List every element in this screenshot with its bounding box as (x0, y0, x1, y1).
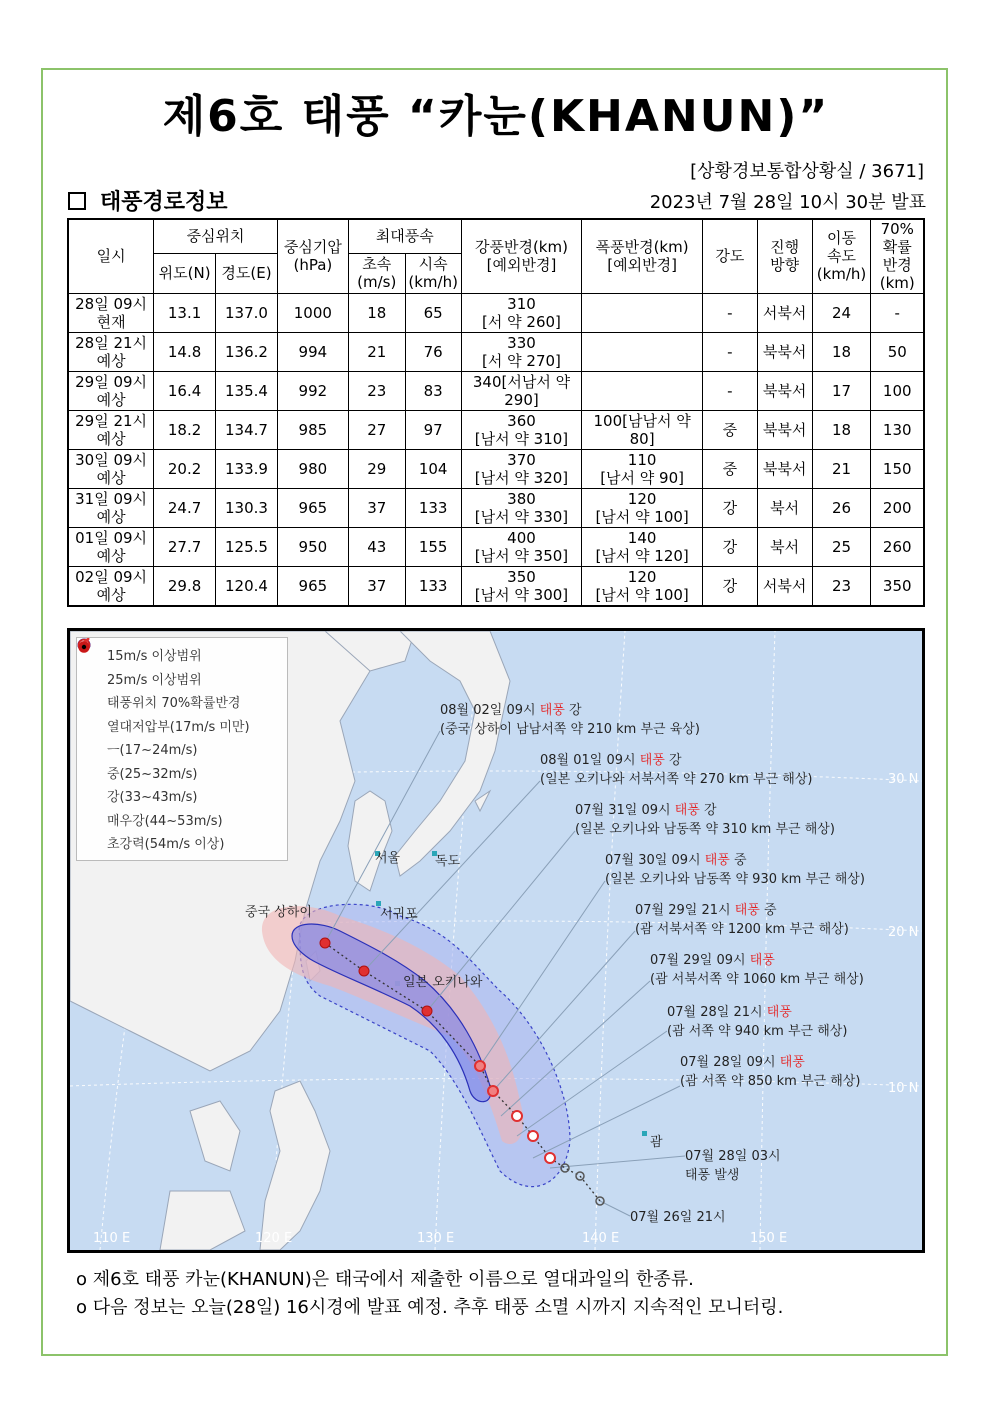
legend-item (83, 690, 281, 714)
cell-gale: 400 [남서 약 350] (461, 527, 582, 566)
cell-gale: 310 [서 약 260] (461, 293, 582, 332)
annotation-time (630, 1208, 726, 1227)
annotation-line1-post: 중 (729, 853, 747, 868)
legend-label: 초강력(54m/s 이상) (107, 837, 225, 853)
annotation-time (635, 901, 849, 920)
typhoon-point-icon (512, 1111, 522, 1121)
legend-label: 태풍위치 70%확률반경 (107, 696, 241, 712)
track-table (67, 218, 925, 607)
lon-label-140: 140 E (582, 1231, 620, 1246)
cell-speed: 18 (812, 410, 871, 449)
legend-item (83, 643, 281, 667)
cell-intensity: 강 (702, 527, 757, 566)
office-contact: [상황경보통합상황실 / 3671] (690, 161, 924, 182)
cell-datetime: 29일 21시 예상 (68, 410, 154, 449)
typhoon-point-icon (488, 1086, 498, 1096)
cell-ms: 43 (348, 527, 405, 566)
annotation-line1-pre: 07월 30일 09시 (605, 853, 705, 868)
cell-kmh: 97 (405, 410, 461, 449)
cell-storm: 110 [남서 약 90] (582, 449, 703, 488)
annotation-detail: 태풍 발생 (685, 1168, 740, 1183)
annotation-detail: (일본 오키나와 남동쪽 약 930 km 부근 해상) (605, 872, 865, 887)
map-legend (76, 637, 288, 861)
annotation-line1-red: 태풍 (779, 1055, 805, 1070)
cell-prob: 260 (871, 527, 924, 566)
lon-label-110: 110 E (93, 1231, 131, 1246)
cell-lat: 29.8 (154, 566, 216, 606)
header-lon: 경도(E) (216, 253, 278, 293)
lon-label-130: 130 E (417, 1231, 455, 1246)
track-annotation (685, 1147, 781, 1185)
cell-lat: 16.4 (154, 371, 216, 410)
cell-intensity: 중 (702, 410, 757, 449)
cell-gale: 380 [남서 약 330] (461, 488, 582, 527)
cell-ms: 37 (348, 566, 405, 606)
header-pressure: 중심기압 (hPa) (277, 219, 348, 293)
cell-pressure: 992 (277, 371, 348, 410)
typhoon-point-icon (320, 938, 330, 948)
cell-ms: 27 (348, 410, 405, 449)
legend-label: 25m/s 이상범위 (107, 672, 202, 688)
header-prob: 70% 확률 반경 (km) (871, 219, 924, 293)
track-annotation (440, 701, 700, 739)
typhoon-point-icon (545, 1153, 555, 1163)
cell-speed: 23 (812, 566, 871, 606)
annotation-time (605, 851, 865, 870)
annotation-line1-red: 태풍 (749, 953, 775, 968)
place-seoul: 서울 (375, 851, 401, 866)
typhoon-point-icon (475, 1061, 485, 1071)
cell-ms: 37 (348, 488, 405, 527)
cell-pressure: 994 (277, 332, 348, 371)
cell-lon: 134.7 (216, 410, 278, 449)
header-center: 중심위치 (154, 219, 278, 253)
legend-label: ㅡ(17~24m/s) (107, 743, 198, 759)
annotation-line1-pre: 08월 02일 09시 (440, 703, 540, 718)
legend-item (83, 667, 281, 691)
place-shanghai: 중국 상하이 (245, 905, 312, 920)
depression-point-icon (561, 1164, 569, 1172)
checkbox-icon (68, 192, 86, 210)
cell-pressure: 965 (277, 488, 348, 527)
annotation-line1-red: 태풍 (766, 1005, 792, 1020)
place-okinawa: 일본 오키나와 (403, 975, 483, 990)
cell-lon: 137.0 (216, 293, 278, 332)
cell-lat: 24.7 (154, 488, 216, 527)
track-annotation (635, 901, 849, 939)
cell-prob: - (871, 293, 924, 332)
cell-intensity: 강 (702, 566, 757, 606)
typhoon-track-map (67, 628, 925, 1253)
track-annotation (650, 951, 864, 989)
typhoon-point-icon (528, 1131, 538, 1141)
cell-lon: 120.4 (216, 566, 278, 606)
cell-kmh: 83 (405, 371, 461, 410)
cell-kmh: 76 (405, 332, 461, 371)
annotation-time (667, 1003, 847, 1022)
annotation-line1-red: 태풍 (704, 853, 730, 868)
table-row (68, 332, 924, 371)
cell-datetime: 02일 09시 예상 (68, 566, 154, 606)
header-gale: 강풍반경(km) [예외반경] (461, 219, 582, 293)
cell-lon: 136.2 (216, 332, 278, 371)
header-lat: 위도(N) (154, 253, 216, 293)
cell-datetime: 28일 09시 현재 (68, 293, 154, 332)
legend-item (83, 808, 281, 832)
cell-lon: 133.9 (216, 449, 278, 488)
place-guam: 괌 (650, 1135, 663, 1150)
annotation-line1-red: 태풍 (539, 703, 565, 718)
cell-direction: 북북서 (757, 449, 812, 488)
cell-gale: 370 [남서 약 320] (461, 449, 582, 488)
cell-lon: 135.4 (216, 371, 278, 410)
cell-speed: 25 (812, 527, 871, 566)
cell-pressure: 985 (277, 410, 348, 449)
note-1: o 제6호 태풍 카눈(KHANUN)은 태국에서 제출한 이름으로 열대과일의 한종류. (76, 1269, 694, 1290)
annotation-detail: (괌 서북서쪽 약 1200 km 부근 해상) (635, 922, 849, 937)
annotation-line1-red: 태풍 (639, 753, 665, 768)
annotation-time (685, 1147, 781, 1166)
annotation-time (540, 751, 812, 770)
cell-intensity: 중 (702, 449, 757, 488)
cell-kmh: 133 (405, 566, 461, 606)
cell-speed: 21 (812, 449, 871, 488)
cell-direction: 북북서 (757, 410, 812, 449)
legend-item (83, 784, 281, 808)
annotation-line1-red: 태풍 (674, 803, 700, 818)
annotation-line1-post: 강 (699, 803, 717, 818)
cell-direction: 북북서 (757, 332, 812, 371)
annotation-line1-pre: 07월 28일 03시 (685, 1149, 781, 1164)
cell-pressure: 980 (277, 449, 348, 488)
cell-storm: 120 [남서 약 100] (582, 566, 703, 606)
place-dokdo: 독도 (435, 854, 461, 869)
typhoon-point-icon (359, 966, 369, 976)
legend-label: 열대저압부(17m/s 미만) (107, 719, 250, 735)
legend-item (83, 737, 281, 761)
track-annotation (575, 801, 835, 839)
cell-prob: 200 (871, 488, 924, 527)
cell-pressure: 1000 (277, 293, 348, 332)
cell-speed: 17 (812, 371, 871, 410)
cell-kmh: 133 (405, 488, 461, 527)
cell-datetime: 01일 09시 예상 (68, 527, 154, 566)
annotation-detail: (일본 오키나와 서북서쪽 약 270 km 부근 해상) (540, 772, 813, 787)
annotation-line1-pre: 07월 31일 09시 (575, 803, 675, 818)
track-annotation (667, 1003, 847, 1041)
cell-intensity: 강 (702, 488, 757, 527)
header-intensity: 강도 (702, 219, 757, 293)
cell-direction: 북북서 (757, 371, 812, 410)
depression-point-icon (576, 1172, 584, 1180)
annotation-time (575, 801, 835, 820)
cell-lat: 13.1 (154, 293, 216, 332)
legend-label: 중(25~32m/s) (107, 766, 198, 782)
cell-prob: 350 (871, 566, 924, 606)
annotation-detail: (괌 서북서쪽 약 1060 km 부근 해상) (650, 972, 864, 987)
cell-prob: 50 (871, 332, 924, 371)
cell-datetime: 30일 09시 예상 (68, 449, 154, 488)
header-speed: 이동 속도 (km/h) (812, 219, 871, 293)
annotation-line1-pre: 08월 01일 09시 (540, 753, 640, 768)
annotation-line1-pre: 07월 29일 09시 (650, 953, 750, 968)
cell-lat: 18.2 (154, 410, 216, 449)
track-annotation (630, 1208, 726, 1227)
cell-prob: 130 (871, 410, 924, 449)
header-ms: 초속 (m/s) (348, 253, 405, 293)
cell-datetime: 29일 09시 예상 (68, 371, 154, 410)
annotation-line1-pre: 07월 28일 21시 (667, 1005, 767, 1020)
cell-speed: 26 (812, 488, 871, 527)
track-annotation (605, 851, 865, 889)
lon-label-120: 120 E (255, 1231, 293, 1246)
cell-ms: 23 (348, 371, 405, 410)
annotation-time (440, 701, 700, 720)
cell-speed: 18 (812, 332, 871, 371)
annotation-line1-post: 강 (664, 753, 682, 768)
cell-gale: 340[서남서 약 290] (461, 371, 582, 410)
cell-lon: 130.3 (216, 488, 278, 527)
cell-gale: 350 [남서 약 300] (461, 566, 582, 606)
cell-kmh: 104 (405, 449, 461, 488)
cell-intensity: - (702, 371, 757, 410)
cell-lat: 20.2 (154, 449, 216, 488)
lat-label-20: 20 N (888, 925, 919, 940)
lon-label-150: 150 E (750, 1231, 788, 1246)
track-annotation (680, 1053, 860, 1091)
cell-lat: 27.7 (154, 527, 216, 566)
cell-ms: 18 (348, 293, 405, 332)
annotation-line1-post: 중 (759, 903, 777, 918)
table-row (68, 488, 924, 527)
cell-datetime: 31일 09시 예상 (68, 488, 154, 527)
legend-label: 15m/s 이상범위 (107, 649, 202, 665)
cell-pressure: 965 (277, 566, 348, 606)
cell-prob: 150 (871, 449, 924, 488)
cell-gale: 360 [남서 약 310] (461, 410, 582, 449)
cell-pressure: 950 (277, 527, 348, 566)
table-row (68, 566, 924, 606)
cell-direction: 북서 (757, 527, 812, 566)
section-heading (68, 185, 228, 216)
annotation-detail: (괌 서쪽 약 850 km 부근 해상) (680, 1074, 861, 1089)
cell-storm (582, 371, 703, 410)
cell-direction: 북서 (757, 488, 812, 527)
section-title: 태풍경로정보 (100, 190, 228, 215)
annotation-time (680, 1053, 860, 1072)
cell-datetime: 28일 21시 예상 (68, 332, 154, 371)
cell-kmh: 155 (405, 527, 461, 566)
lat-label-10: 10 N (888, 1081, 919, 1096)
notes (76, 1266, 783, 1322)
table-row (68, 293, 924, 332)
cell-lon: 125.5 (216, 527, 278, 566)
cell-intensity: - (702, 293, 757, 332)
table-row (68, 371, 924, 410)
annotation-detail: (일본 오키나와 남동쪽 약 310 km 부근 해상) (575, 822, 835, 837)
header-datetime: 일시 (68, 219, 154, 293)
cell-direction: 서북서 (757, 566, 812, 606)
cell-lat: 14.8 (154, 332, 216, 371)
table-row (68, 410, 924, 449)
table-row (68, 527, 924, 566)
cell-ms: 21 (348, 332, 405, 371)
annotation-line1-pre: 07월 26일 21시 (630, 1210, 726, 1225)
legend-label: 강(33~43m/s) (107, 790, 198, 806)
header-storm: 폭풍반경(km) [예외반경] (582, 219, 703, 293)
note-2: o 다음 정보는 오늘(28일) 16시경에 발표 예정. 추후 태풍 소멸 시까지 지속적인 모니터링. (76, 1297, 784, 1318)
cell-storm (582, 293, 703, 332)
legend-label: 매우강(44~53m/s) (107, 813, 223, 829)
cell-intensity: - (702, 332, 757, 371)
typhoon-point-icon (422, 1006, 432, 1016)
header-kmh: 시속 (km/h) (405, 253, 461, 293)
annotation-line1-pre: 07월 29일 21시 (635, 903, 735, 918)
place-seogwipo: 서귀포 (380, 907, 418, 922)
issued-time: 2023년 7월 28일 10시 30분 발표 (649, 192, 926, 213)
cell-gale: 330 [서 약 270] (461, 332, 582, 371)
page-title: 제6호 태풍 “카눈(KHANUN)” (162, 91, 830, 142)
cell-direction: 서북서 (757, 293, 812, 332)
cell-storm: 100[남남서 약 80] (582, 410, 703, 449)
annotation-time (650, 951, 864, 970)
header-maxwind: 최대풍속 (348, 219, 461, 253)
cell-prob: 100 (871, 371, 924, 410)
legend-item (83, 831, 281, 855)
table-row (68, 449, 924, 488)
annotation-line1-pre: 07월 28일 09시 (680, 1055, 780, 1070)
cell-speed: 24 (812, 293, 871, 332)
cell-ms: 29 (348, 449, 405, 488)
legend-item (83, 714, 281, 738)
track-annotation (540, 751, 812, 789)
cell-storm (582, 332, 703, 371)
annotation-line1-post: 강 (564, 703, 582, 718)
cell-kmh: 65 (405, 293, 461, 332)
annotation-detail: (중국 상하이 남남서쪽 약 210 km 부근 육상) (440, 722, 700, 737)
annotation-line1-red: 태풍 (734, 903, 760, 918)
lat-label-30: 30 N (888, 772, 919, 787)
cell-storm: 120 [남서 약 100] (582, 488, 703, 527)
annotation-detail: (괌 서쪽 약 940 km 부근 해상) (667, 1024, 848, 1039)
legend-item (83, 761, 281, 785)
cell-storm: 140 [남서 약 120] (582, 527, 703, 566)
depression-point-icon (596, 1197, 604, 1205)
header-direction: 진행 방향 (757, 219, 812, 293)
